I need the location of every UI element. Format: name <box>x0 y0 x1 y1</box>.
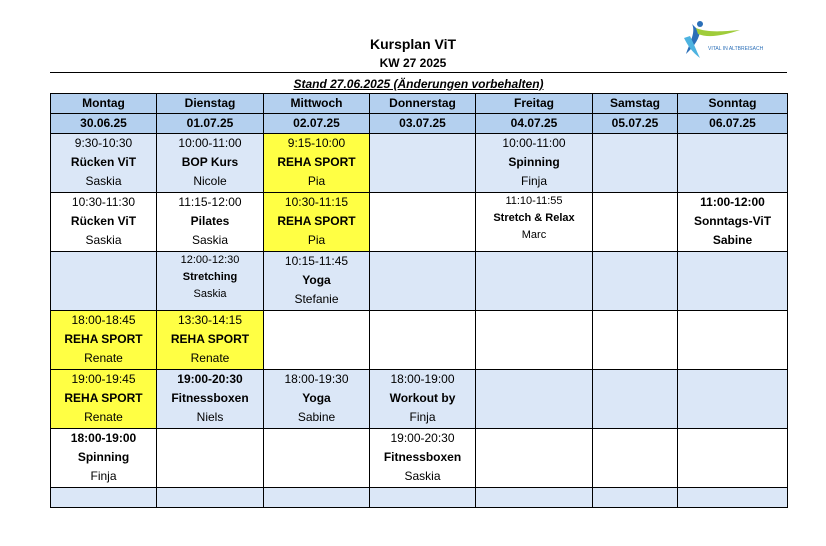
course-time: 18:00-19:30 <box>284 372 349 386</box>
course-cell <box>264 429 370 488</box>
course-cell <box>593 134 678 193</box>
table-row-empty <box>51 488 788 508</box>
course-trainer: Renate <box>84 351 123 365</box>
course-name: REHA SPORT <box>64 332 143 346</box>
course-cell <box>593 252 678 311</box>
course-trainer: Niels <box>196 410 224 424</box>
course-name: Rücken ViT <box>70 214 137 228</box>
course-cell <box>51 311 157 370</box>
table-row <box>51 193 788 252</box>
course-cell <box>370 134 476 193</box>
course-cell <box>476 193 593 252</box>
table-row <box>51 252 788 311</box>
course-name: Pilates <box>190 214 230 228</box>
course-cell <box>264 370 370 429</box>
course-cell <box>157 134 264 193</box>
table-row <box>51 311 788 370</box>
course-trainer: Pia <box>307 174 326 188</box>
course-cell <box>593 311 678 370</box>
course-cell <box>593 429 678 488</box>
course-cell <box>370 252 476 311</box>
day-header: Sonntag <box>678 94 788 114</box>
day-header: Mittwoch <box>264 94 370 114</box>
course-time: 13:30-14:15 <box>177 313 243 327</box>
course-time: 11:10-11:55 <box>505 195 563 207</box>
course-name: Stretch & Relax <box>493 212 575 224</box>
course-cell <box>476 429 593 488</box>
course-cell <box>593 370 678 429</box>
course-cell <box>370 193 476 252</box>
course-cell <box>157 311 264 370</box>
course-cell <box>678 370 788 429</box>
course-cell <box>51 370 157 429</box>
course-cell <box>476 311 593 370</box>
course-name: Yoga <box>302 273 331 287</box>
day-header-row <box>51 94 788 114</box>
empty-cell <box>476 488 593 508</box>
course-trainer: Marc <box>521 229 547 241</box>
empty-cell <box>593 488 678 508</box>
course-trainer: Finja <box>520 174 547 188</box>
status-note: Stand 27.06.2025 (Änderungen vorbehalten) <box>293 77 544 91</box>
week-label: KW 27 2025 <box>379 56 447 70</box>
empty-cell <box>51 488 157 508</box>
table-row <box>51 429 788 488</box>
logo-text: VITAL IN ALTBREISACH <box>708 46 764 52</box>
course-trainer: Finja <box>409 410 436 424</box>
course-cell <box>157 429 264 488</box>
course-cell <box>264 134 370 193</box>
vit-logo <box>678 18 764 66</box>
course-trainer: Finja <box>90 469 117 483</box>
course-name: Rücken ViT <box>70 155 137 169</box>
course-trainer: Saskia <box>193 288 227 300</box>
table-row <box>51 370 788 429</box>
date-header: 05.07.25 <box>593 114 678 134</box>
course-cell <box>476 134 593 193</box>
course-time: 10:00-11:00 <box>178 136 242 150</box>
course-name: Yoga <box>302 391 331 405</box>
course-cell <box>678 193 788 252</box>
course-time: 12:00-12:30 <box>180 254 240 266</box>
divider <box>50 72 787 73</box>
schedule-table <box>50 93 788 508</box>
course-cell <box>264 252 370 311</box>
course-time: 10:30-11:30 <box>71 195 136 209</box>
course-cell <box>476 370 593 429</box>
course-cell <box>370 370 476 429</box>
course-cell <box>678 252 788 311</box>
course-cell <box>476 252 593 311</box>
day-header: Montag <box>51 94 157 114</box>
course-name: Spinning <box>77 450 130 464</box>
course-trainer: Saskia <box>404 469 441 483</box>
course-name: Sonntags-ViT <box>693 214 772 228</box>
course-cell <box>370 429 476 488</box>
day-header: Donnerstag <box>370 94 476 114</box>
course-cell <box>678 429 788 488</box>
page-title: Kursplan ViT <box>369 36 457 52</box>
date-header: 30.06.25 <box>51 114 157 134</box>
empty-cell <box>678 488 788 508</box>
course-name: BOP Kurs <box>181 155 239 169</box>
course-trainer: Saskia <box>85 233 122 247</box>
course-name: REHA SPORT <box>64 391 143 405</box>
date-header: 06.07.25 <box>678 114 788 134</box>
course-time: 10:00-11:00 <box>502 136 566 150</box>
course-trainer: Saskia <box>85 174 122 188</box>
course-time: 10:30-11:15 <box>284 195 349 209</box>
course-trainer: Renate <box>84 410 123 424</box>
course-time: 18:00-19:00 <box>70 431 137 445</box>
course-time: 10:15-11:45 <box>284 254 349 268</box>
course-cell <box>157 193 264 252</box>
course-trainer: Sabine <box>297 410 336 424</box>
course-name: REHA SPORT <box>277 214 356 228</box>
course-name: Fitnessboxen <box>171 391 249 405</box>
course-trainer: Stefanie <box>294 292 339 306</box>
date-header: 01.07.25 <box>157 114 264 134</box>
course-name: REHA SPORT <box>277 155 356 169</box>
course-name: Workout by <box>389 391 456 405</box>
course-cell <box>157 370 264 429</box>
table-row <box>51 134 788 193</box>
empty-cell <box>264 488 370 508</box>
course-time: 19:00-20:30 <box>177 372 243 386</box>
course-trainer: Nicole <box>193 174 227 188</box>
date-header: 02.07.25 <box>264 114 370 134</box>
empty-cell <box>370 488 476 508</box>
course-trainer: Sabine <box>712 233 753 247</box>
course-trainer: Pia <box>307 233 326 247</box>
course-cell <box>51 193 157 252</box>
course-cell <box>678 134 788 193</box>
course-cell <box>264 311 370 370</box>
course-name: Fitnessboxen <box>383 450 462 464</box>
course-cell <box>678 311 788 370</box>
course-time: 18:00-19:00 <box>390 372 455 386</box>
course-name: REHA SPORT <box>170 332 250 346</box>
course-time: 19:00-19:45 <box>71 372 136 386</box>
course-trainer: Saskia <box>191 233 229 247</box>
course-cell <box>593 193 678 252</box>
course-time: 19:00-20:30 <box>390 431 455 445</box>
course-name: Spinning <box>508 155 560 169</box>
course-cell <box>51 429 157 488</box>
course-time: 9:30-10:30 <box>74 136 133 150</box>
course-name: Stretching <box>182 271 238 283</box>
course-trainer: Renate <box>190 351 230 365</box>
course-cell <box>157 252 264 311</box>
day-header: Dienstag <box>157 94 264 114</box>
course-cell <box>51 134 157 193</box>
course-cell <box>51 252 157 311</box>
course-cell <box>370 311 476 370</box>
empty-cell <box>157 488 264 508</box>
course-time: 11:00-12:00 <box>700 195 765 209</box>
date-header-row <box>51 114 788 134</box>
course-time: 18:00-18:45 <box>71 313 136 327</box>
date-header: 03.07.25 <box>370 114 476 134</box>
course-cell <box>264 193 370 252</box>
course-time: 11:15-12:00 <box>178 195 242 209</box>
course-time: 9:15-10:00 <box>287 136 346 150</box>
day-header: Samstag <box>593 94 678 114</box>
day-header: Freitag <box>476 94 593 114</box>
date-header: 04.07.25 <box>476 114 593 134</box>
